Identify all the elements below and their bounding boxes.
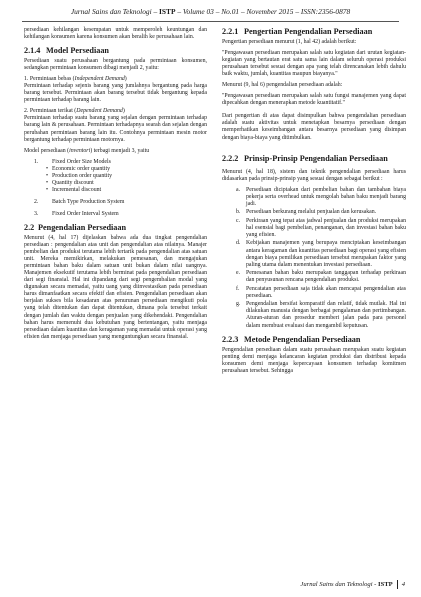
footer-journal: Jurnal Sains dan Teknologi - ISTP (300, 581, 393, 588)
page-number: 4 (401, 581, 405, 588)
paragraph: Persediaan suatu perusahaan bergantung pada permintaan konsumen, sedangkan permintaan konsumen dibagi menjadi 2, yaitu: (24, 58, 207, 72)
running-header: Jurnal Sains dan Teknologi – ISTP – Volume 03 – No.01 – November 2015 – ISSN:2356-0878 (22, 5, 399, 22)
paragraph: persediaan kehilangan kesempatan untuk memperoleh keuntungan dan kehilangan konsumen karena konsumen akan beralih ke perusahaan lain. (24, 27, 207, 41)
list-item: c. Perkiraan yang tepat atas jadwal penjualan dan produksi merupakan hal esensial bagi pembelian, penanganan, dan investasi bahan baku yang efisien. (236, 217, 406, 238)
section-heading-2-1-4: 2.1.4 Model Persediaan (24, 46, 109, 56)
paragraph: Model persediaan (inventori) terbagi menjadi 3, yaitu (24, 147, 150, 154)
list-item: a. Persediaan diciptakan dari pembelian bahan dan tambahan biaya pekerja serta overhead untuk mengolah bahan baku menjadi barang jadi. (236, 186, 406, 207)
paragraph: Pengertian persediaan menurut (1, hal 42) adalah berikut: (222, 39, 357, 45)
paragraph: Menurut (4, hal 18), sistem dan teknik pengendalian persediaan harus didasarkan pada prinsip-prinsip yang sesuai dengan sebagai berikut : (222, 168, 406, 182)
section-heading-2-2-1: 2.2.1 Pengertian Pengendalian Persediaan (222, 27, 373, 36)
left-column (24, 27, 207, 345)
list-item: • Production order quantity (52, 173, 207, 180)
list-item: 2. Batch Type Production System (34, 198, 125, 205)
list-item: • Incremental discount (52, 187, 207, 194)
section-heading-2-2-3: 2.2.3 Metode Pengendalian Persediaan (222, 334, 361, 344)
quote: "Pengawasan persediaan merupakan salah satu kegiatan dari urutan kegiatan-kegiatan yang bertautan erat satu sama lain dalam seluruh operasi produksi perusahaan tersebut sesuai dengan apa yang telah direncanakan lebih dahulu baik waktu, jumlah, kuantitas maupun biayanya." (222, 50, 406, 78)
inventory-model-list (24, 159, 207, 218)
list-item: • Economic order quantity (52, 166, 207, 173)
principle-list (222, 187, 406, 330)
list-item: 3. Fixed Order Interval System (34, 210, 119, 217)
demand-type-title: 2. Permintaan terikat (Dependent Demand) (24, 108, 125, 115)
list-item: g. Pengendalian bersifat komparatif dan relatif, tidak mutlak. Hal ini dilakukan manusia dengan berbagai pengalaman dan pertimbangan. Aturan-aturan dan prosedur memberi jalan pada para personel dalam membuat evaluasi dan mengambil keputusan. (236, 301, 406, 329)
paragraph: Dari pengertian di atas dapat disimpulkan bahwa pengendalian persediaan adalah suatu aktivitas untuk menetapkan besarnya persediaan dengan memperhatikan keseimbangan antara besarnya persediaan yang disimpan dengan biaya-biaya yang ditimbulkan. (222, 113, 406, 141)
section-heading-2-2-2: 2.2.2 Prinsip-Prinsip Pengendalian Persediaan (222, 153, 388, 163)
quote: "Pengawasan persediaan merupakan salah satu fungsi manajemen yang dapat dipecahkan dengan menerapkan metode kuantitatif." (222, 93, 406, 107)
paragraph: Pengendalian persediaan dalam suatu perusahaan merupakan suatu kegiatan penting demi menjaga kelancaran kegiatan produksi dan distribusi kepada konsumen demi menjaga kepercayaan konsumen terhadap komitmen perusahaan tersebut. Sehingga (222, 346, 406, 374)
paragraph: Permintaan terhadap sejenis barang yang jumlahnya bergantung pada harga barang tersebut. Permintaan akan barang tersebut tidak bergantung kepada permintaan terhadap barang lain. (24, 83, 207, 104)
section-heading-2-2: 2.2 Pengendalian Persediaan (24, 222, 127, 232)
paragraph: Menurut (9, hal 6) pengendalian persediaan adalah: (222, 82, 343, 89)
sub-list (24, 166, 207, 194)
list-item: f. Pencatatan persediaan saja tidak akan mencapai pengendalian atas persediaan. (236, 285, 406, 299)
header-abbr: ISTP (159, 7, 176, 16)
footer-divider (397, 580, 398, 589)
header-journal: Jurnal Sains dan Teknologi (70, 7, 152, 16)
list-item: e. Pemesanan bahan baku merupakan tanggapan terhadap perkiraan dan penyusunan rencana pengendalian produksi. (236, 270, 406, 284)
running-footer (300, 580, 405, 589)
list-item: d. Kebijakan manajemen yang berupaya menciptakan keseimbangan antara keragaman dan kuantitas persediaan bagi operasi yang efisien dengan biaya pemilikan persediaan tersebut merupakan faktor yang paling utama dalam menentukan investasi persediaan. (236, 240, 406, 268)
demand-type-title: 1. Permintaan bebas (Independent Demand) (24, 76, 127, 83)
list-item: 1. Fixed Order Size Models (34, 158, 111, 165)
paragraph: Menurut (4, hal 17) dijelaskan bahwa ada dua tingkat pengendalian persediaan : pengendalian atas unit dan pengendalian atas nilainya. Manajer pembelian dan produksi terutama lebih tertarik pada pengendalian atas satuan unit. Mereka memikirkan, melakukan pemesanan, dan mengajukan permintaan bahan baku dalam satuan unit bukan dalam nilai uangnya. Manajemen eksekutif terutama lebih berminat pada pengendalian persediaan dari segi finansial. Hal ini dipandang dari segi pengembalian modal yang digunakan secara memadai, yaitu uang yang diinvestasikan pada persediaan harus dimanfaatkan secara efektif dan efisien. Pengendalian persediaan akan berjalan sukses bila kesadaran atas penurunan persediaan mengikuti pola yang telah ditentukan dan dapat ditentukan, dimana pola tersebut terkait dengan jumlah dan waktu dengan penjualan yang dikehendaki. Pengendalian bahan harus memenuhi dua kebutuhan yang bertentangan, yaitu menjaga persediaan dalam kuantitas dan keragaman yang memadai untuk operasi yang efisien dan menjaga persediaan yang menguntungkan secara finansial. (24, 234, 207, 340)
right-column (222, 27, 406, 379)
header-volume: – Volume 03 – No.01 – November 2015 – ISSN:2356-0878 (175, 7, 351, 16)
list-item: • Quantity discount (52, 180, 207, 187)
paragraph: Permintaan terhadap suatu barang yang sejalan dengan permintaan terhadap barang lain & perusahaan. Permintaan terhadapnya searah dan sejalan dengan perubahan permintaan barang lain itu. Contohnya permintaan mesin motor bergantung terhadap permintaan motornya. (24, 115, 207, 143)
list-item: b. Persediaan berkurang melalui penjualan dan kerusakan. (236, 209, 377, 216)
